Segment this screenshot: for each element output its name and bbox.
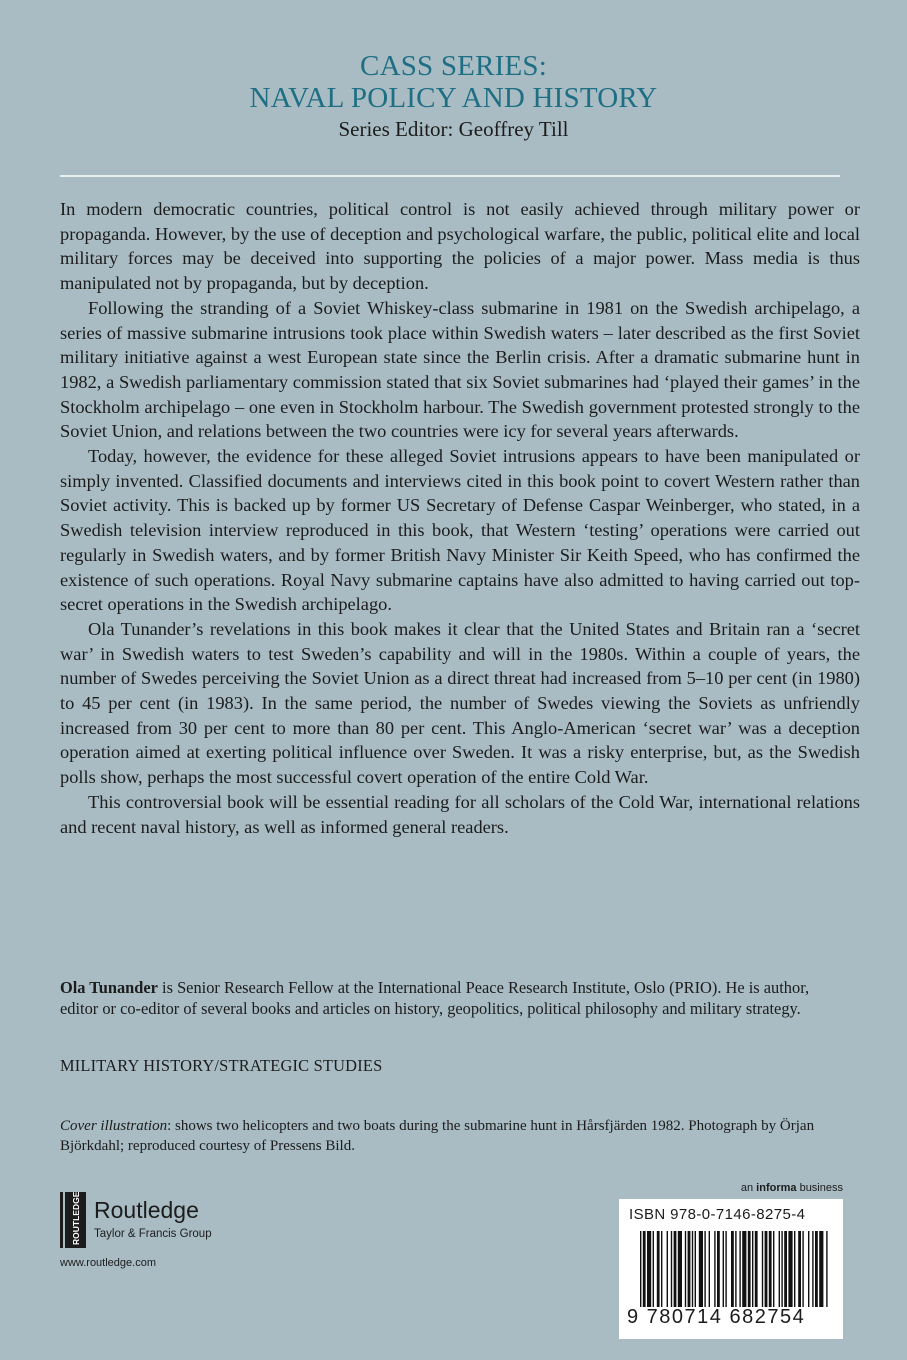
barcode-bar bbox=[762, 1231, 763, 1307]
barcode-bar bbox=[819, 1231, 823, 1307]
informa-brand: informa bbox=[756, 1182, 797, 1194]
barcode-bar bbox=[671, 1231, 672, 1307]
cover-credit bbox=[60, 1116, 850, 1156]
barcode-bar bbox=[685, 1231, 686, 1307]
barcode-bar bbox=[717, 1231, 720, 1307]
barcode-bar bbox=[798, 1231, 801, 1307]
barcode-bar bbox=[788, 1231, 792, 1307]
series-editor: Series Editor: Geoffrey Till bbox=[338, 117, 569, 141]
barcode-bar bbox=[784, 1231, 787, 1307]
blurb-paragraph-3: Today, however, the evidence for these alleged Soviet intrusions appears to have been manipulated or simply invented. Classified documents and interviews cited in this book point to covert Western rather than Soviet activity. This is backed up by former US Secretary of Defense Caspar Weinberger, who stated, in a Swedish television interview reproduced in this book, that Western ‘testing’ operations were carried out regularly in Swedish waters, and by former British Navy Minister Sir Keith Speed, who has confirmed the existence of such operations. Royal Navy submarine captains have also admitted to having carried out top-secret operations in the Swedish archipelago. bbox=[60, 446, 860, 615]
barcode-bar bbox=[802, 1231, 803, 1307]
series-header bbox=[0, 50, 907, 142]
subject-category: MILITARY HISTORY/STRATEGIC STUDIES bbox=[60, 1056, 383, 1075]
publisher-name: Routledge bbox=[94, 1197, 199, 1223]
cover-credit-text: : shows two helicopters and two boats during the submarine hunt in Hårsfjärden 1982. Photograph by Örjan Björkdahl; reproduced courtesy of Pressens Bild. bbox=[60, 1118, 815, 1154]
barcode-bar bbox=[704, 1231, 705, 1307]
barcode-bar bbox=[735, 1231, 736, 1307]
routledge-mark-text: ROUTLEDGE bbox=[71, 1192, 81, 1245]
divider bbox=[60, 175, 840, 177]
barcode-bar bbox=[709, 1231, 710, 1307]
informa-prefix: an bbox=[740, 1182, 757, 1194]
barcode-bar bbox=[773, 1231, 774, 1307]
barcode-bar bbox=[653, 1231, 654, 1307]
barcode-bar bbox=[647, 1231, 651, 1307]
barcode-bar bbox=[688, 1231, 691, 1307]
barcode-bar bbox=[742, 1231, 746, 1307]
barcode-bar bbox=[695, 1231, 696, 1307]
barcode-bar bbox=[643, 1231, 646, 1307]
barcode-bar bbox=[678, 1231, 682, 1307]
barcode-bar bbox=[812, 1231, 813, 1307]
barcode-bar bbox=[731, 1231, 734, 1307]
barcode-bar bbox=[692, 1231, 693, 1307]
informa-tagline bbox=[741, 1182, 843, 1194]
barcode-number: 9 780714 682754 bbox=[627, 1306, 806, 1328]
cover-credit-label: Cover illustration bbox=[60, 1118, 168, 1134]
publisher-website: www.routledge.com bbox=[60, 1257, 156, 1269]
barcode-bar bbox=[640, 1231, 641, 1307]
blurb bbox=[60, 197, 860, 839]
publisher-group: Taylor & Francis Group bbox=[94, 1228, 212, 1240]
barcode-bar bbox=[755, 1231, 758, 1307]
barcode-bar bbox=[748, 1231, 751, 1307]
barcode-bar bbox=[661, 1231, 662, 1307]
isbn-label: ISBN 978-0-7146-8275-4 bbox=[629, 1206, 806, 1223]
barcode-bar bbox=[739, 1231, 740, 1307]
informa-suffix: business bbox=[796, 1182, 843, 1194]
barcode-bar bbox=[779, 1231, 780, 1307]
barcode-bar bbox=[699, 1231, 703, 1307]
author-name: Ola Tunander bbox=[60, 978, 158, 997]
blurb-paragraph-4: Ola Tunander’s revelations in this book makes it clear that the United States and Britain ran a ‘secret war’ in Swedish waters to test Sweden’s capability and will in the 1980s. Within a couple of years, the number of Swedes perceiving the Soviet Union as a direct threat had increased from 5–10 per cent (in 1980) to 45 per cent (in 1983). In the same period, the number of Swedes viewing the Soviets as unfriendly increased from 30 per cent to more than 80 per cent. This Anglo-American ‘secret war’ was a deception operation aimed at exerting political influence over Sweden. It was a risky enterprise, but, as the Swedish polls show, perhaps the most successful covert operation of the entire Cold War. bbox=[60, 618, 860, 788]
barcode-bar bbox=[674, 1231, 677, 1307]
series-title-line2: NAVAL POLICY AND HISTORY bbox=[249, 82, 658, 114]
barcode-bar bbox=[794, 1231, 795, 1307]
barcode-bar bbox=[667, 1231, 668, 1307]
barcode-bar bbox=[752, 1231, 753, 1307]
blurb-paragraph-2: Following the stranding of a Soviet Whiskey-class submarine in 1981 on the Swedish archipelago, a series of massive submarine intrusions took place within Swedish waters – later described as the first Soviet military initiative against a west European state since the Berlin crisis. After a dramatic submarine hunt in 1982, a Swedish parliamentary commission stated that six Soviet submarines had ‘played their games’ in the Stockholm archipelago – one even in Stockholm harbour. The Swedish government protested strongly to the Soviet Union, and relations between the two countries were icy for several years afterwards. bbox=[60, 297, 860, 442]
barcode-bar bbox=[725, 1231, 726, 1307]
author-bio-text: is Senior Research Fellow at the International Peace Research Institute, Oslo (PRIO). He is author, editor or co-editor of several books and articles on history, geopolitics, political philosophy and military strategy. bbox=[60, 978, 810, 1018]
isbn-barcode-box bbox=[619, 1199, 843, 1339]
series-title-line1: CASS SERIES: bbox=[360, 50, 547, 82]
blurb-paragraph-5: This controversial book will be essential reading for all scholars of the Cold War, international relations and recent naval history, as well as informed general readers. bbox=[60, 791, 860, 837]
author-bio bbox=[60, 977, 850, 1019]
barcode-bar bbox=[714, 1231, 715, 1307]
blurb-paragraph-1: In modern democratic countries, political control is not easily achieved through military power or propaganda. However, by the use of deception and psychological warfare, the public, political elite and local military forces may be deceived into supporting the policies of a major power. Mass media is thus manipulated not by propaganda, but by deception. bbox=[60, 199, 860, 294]
barcode bbox=[640, 1231, 830, 1307]
barcode-bar bbox=[657, 1231, 660, 1307]
barcode-bar bbox=[723, 1231, 724, 1307]
barcode-bar bbox=[769, 1231, 772, 1307]
barcode-bar bbox=[781, 1231, 782, 1307]
routledge-mark-icon bbox=[60, 1192, 88, 1248]
barcode-bar bbox=[815, 1231, 818, 1307]
barcode-bar bbox=[808, 1231, 809, 1307]
barcode-bar bbox=[826, 1231, 827, 1307]
barcode-bar bbox=[765, 1231, 768, 1307]
